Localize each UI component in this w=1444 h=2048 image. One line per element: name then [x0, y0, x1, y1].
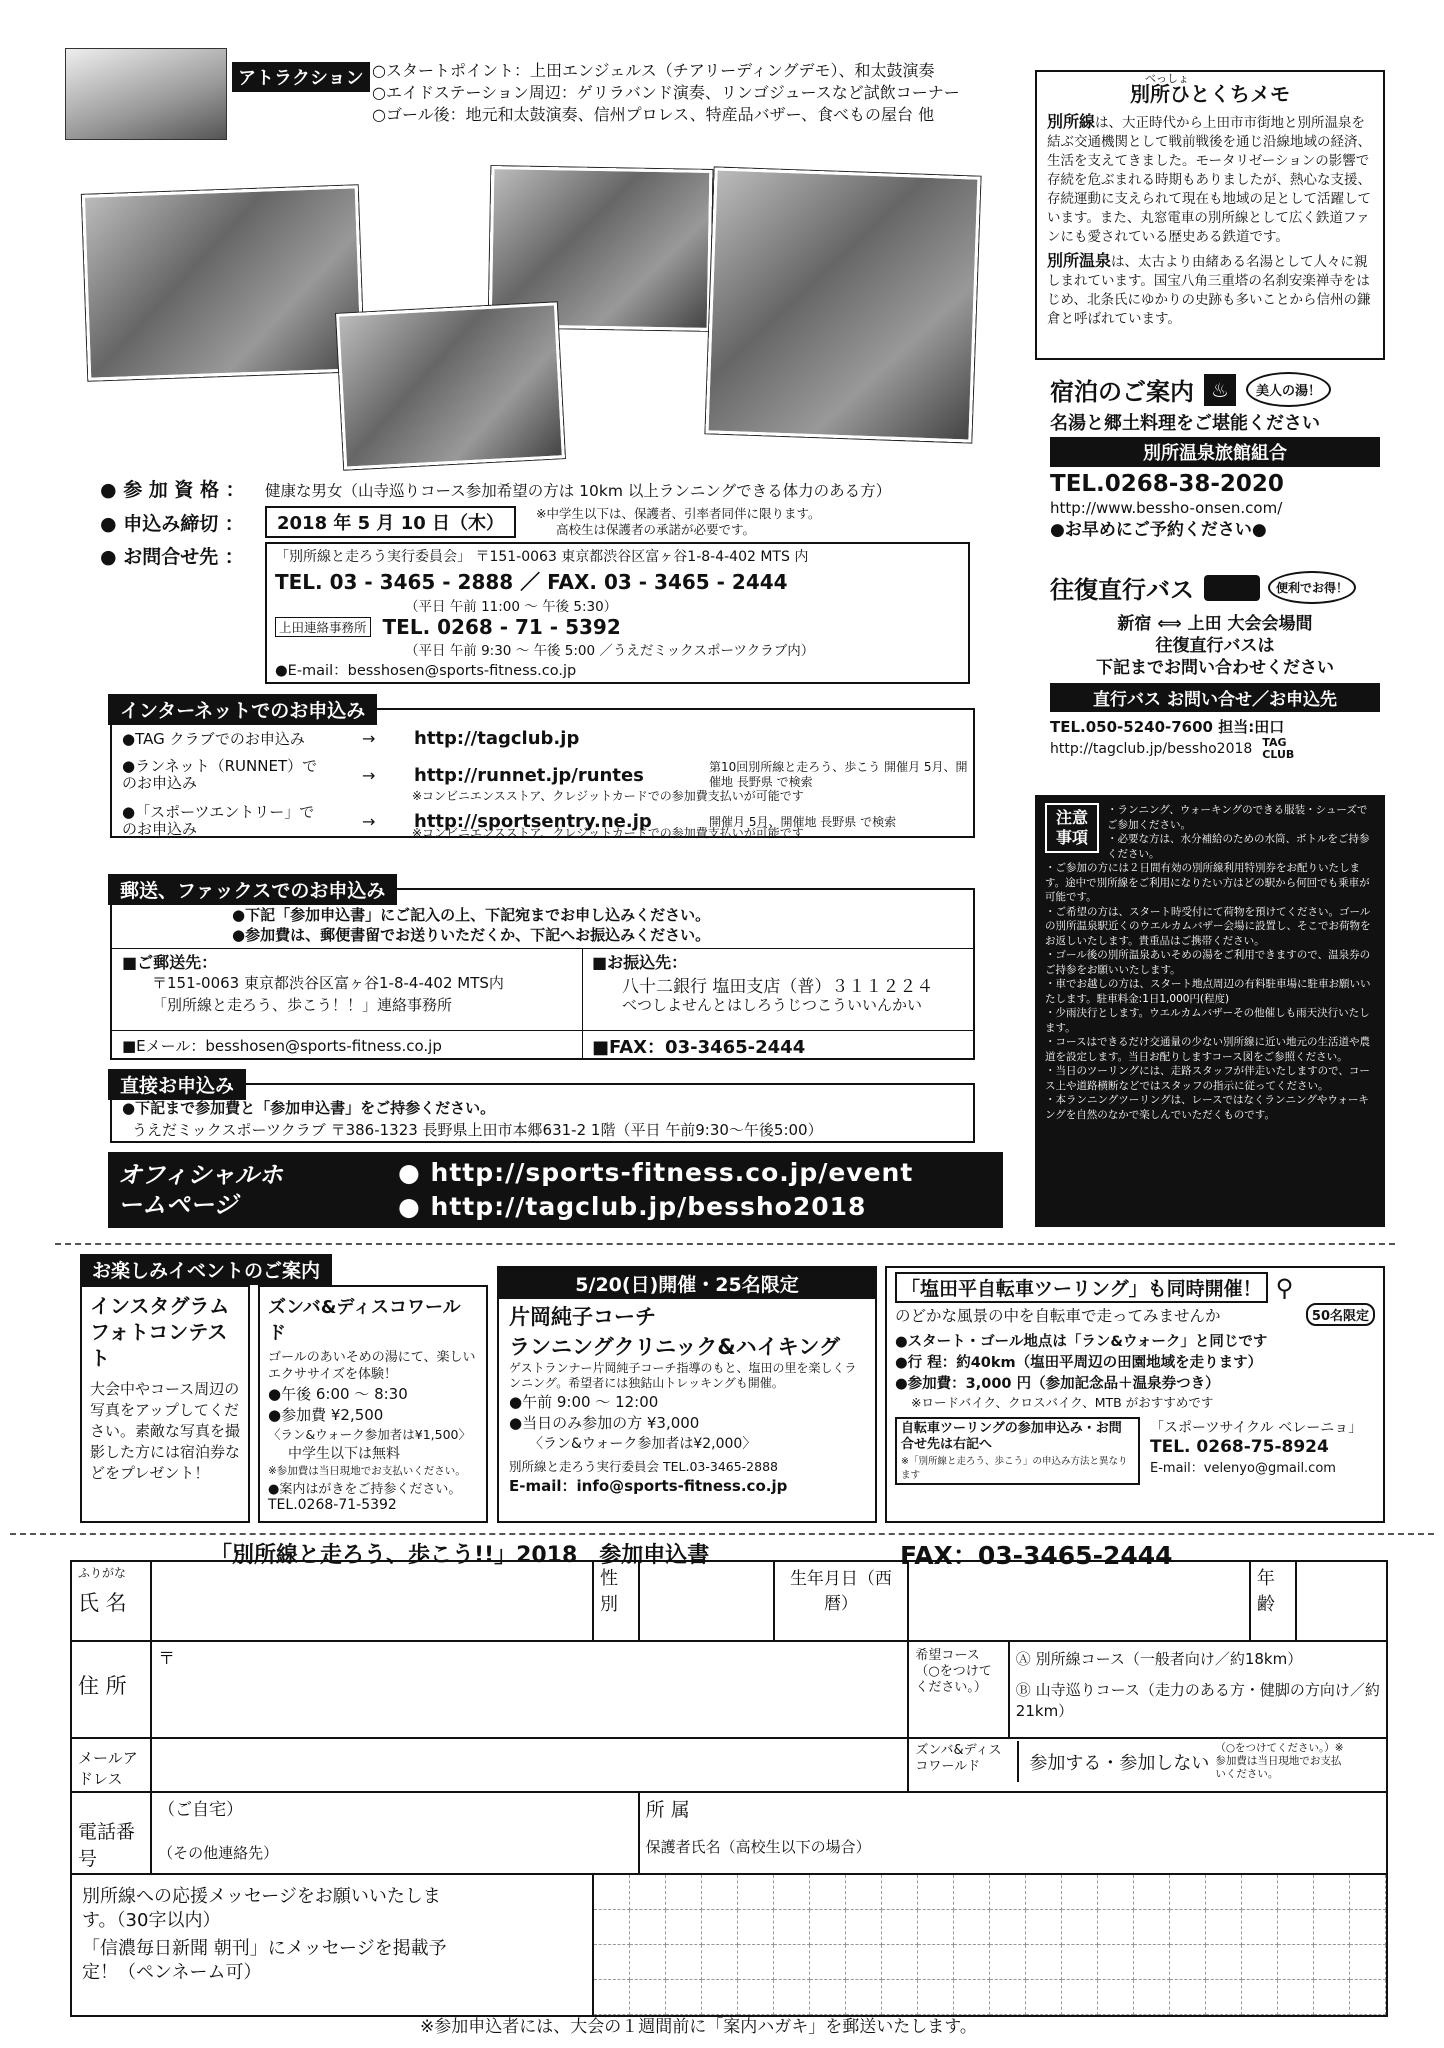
internet-row-label: ●ランネット（RUNNET）でのお申込み: [122, 757, 318, 792]
name-field[interactable]: [151, 1561, 593, 1641]
deadline-date: 2018 年 5 月 10 日（木）: [265, 506, 516, 538]
bike-tel: TEL. 0268-75-8924: [1150, 1437, 1329, 1457]
send-label: ■ご郵送先：: [122, 953, 218, 972]
bike-sub: のどかな風景の中を自転車で走ってみませんか: [895, 1306, 1221, 1325]
send-address: 〒151-0063 東京都渋谷区富ヶ谷1-8-4-402 MTS内: [152, 974, 504, 992]
memo-para1-head: 別所線: [1047, 112, 1096, 131]
bike-line3: ●参加費：3,000 円（参加記念品＋温泉券つき）: [895, 1376, 1220, 1392]
arrow-icon: →: [362, 729, 376, 748]
kataoka-mail[interactable]: E-mail：info@sports-fitness.co.jp: [509, 1477, 788, 1495]
message-newspaper: 「信濃毎日新聞 朝刊」にメッセージを掲載予定！（ペンネーム可）: [82, 1938, 447, 1983]
kataoka-time: ●午前 9:00 ～ 12:00: [509, 1393, 659, 1411]
caution-item: ・当日のツーリングには、走路スタッフが伴走いたしますので、コース上や道路横断などではスタッフの指示に従ってください。: [1045, 1065, 1370, 1092]
zumba-form-note: （○をつけてください。）※参加費は当日現地でお支払いください。: [1215, 1742, 1344, 1780]
events-header: お楽しみイベントのご案内: [80, 1254, 332, 1285]
lodging-sub: 名湯と郷土料理をご堪能ください: [1050, 413, 1320, 434]
memo-para2-text: は、太古より由緒ある名湯として人々に親しまれています。国宝八角三重塔の名刹安楽禅寺をはじめ、北条氏にゆかりの史跡も多いことから信州の鎌倉と呼ばれています。: [1047, 254, 1371, 327]
memo-ruby: べっしょ: [1145, 72, 1189, 85]
memo-para2: [1047, 251, 1373, 329]
attraction-line: ○エイドステーション周辺：ゲリラバンド演奏、リンゴジュースなど試飲コーナー: [372, 83, 960, 102]
bike-apply-note: ※「別所線と走ろう、歩こう」の申込み方法と異なります: [901, 1456, 1128, 1481]
bank-name: べつしよせんとはしろうじつこういいんかい: [622, 996, 923, 1014]
kataoka-title1: 片岡純子コーチ: [509, 1305, 656, 1329]
course-b-option[interactable]: Ⓑ 山寺巡りコース（走力のある方・健脚の方向け／約21km）: [1015, 1681, 1380, 1720]
message-instruction: 別所線への応援メッセージをお願いいたします。（30字以内）: [82, 1886, 441, 1931]
insta-body: 大会中やコース周辺の写真をアップしてください。素敵な写真を撮影した方には宿泊券などをプレゼント！: [90, 1380, 241, 1482]
contact-label: ● お問合せ先 ：: [100, 546, 244, 568]
zumba-form-label: ズンバ&ディスコワールド: [909, 1741, 1019, 1782]
contact-email[interactable]: ●E-mail：besshosen@sports-fitness.co.jp: [275, 663, 577, 679]
caution-item: ・本ランニングツーリングは、レースではなくランニングやウォーキングを自然のなかで楽しんでいただくものです。: [1045, 1094, 1369, 1121]
event-bike: [885, 1266, 1385, 1523]
internet-header: インターネットでのお申込み: [108, 694, 377, 725]
zumba-fee: ●参加費 ¥2,500: [268, 1406, 384, 1424]
bus-bubble: 便利でお得！: [1268, 571, 1356, 604]
contact-org: 「別所線と走ろう実行委員会」 〒151-0063 東京都渋谷区富ヶ谷1-8-4-402 MTS 内: [275, 549, 809, 565]
affiliation-field[interactable]: [639, 1792, 1387, 1874]
memo-para1: [1047, 112, 1373, 247]
mail-header: 郵送、ファックスでのお申込み: [108, 874, 397, 905]
memo-box: [1035, 70, 1385, 360]
zumba-time: ●午後 6:00 ～ 8:30: [268, 1385, 408, 1403]
photo-castle: [705, 167, 980, 442]
mail-email[interactable]: ■Eメール：besshosen@sports-fitness.co.jp: [122, 1037, 442, 1055]
bike-line4: ※ロードバイク、クロスバイク、MTB がおすすめです: [911, 1395, 1214, 1410]
mail-line1: ●下記「参加申込書」にご記入の上、下記宛までお申し込みください。: [232, 906, 711, 924]
message-grid[interactable]: [593, 1874, 1387, 2016]
internet-row-label: ●「スポーツエントリー」でのお申込み: [122, 803, 315, 838]
bus-line2: 往復直行バスは: [1155, 636, 1275, 656]
event-kataoka: [497, 1266, 877, 1523]
kataoka-fee: ●当日のみ参加の方 ¥3,000: [509, 1414, 700, 1432]
lodging-note: ●お早めにご予約ください●: [1050, 520, 1267, 540]
affiliation-label: 所 属: [645, 1799, 690, 1821]
caution-item: ・コースはできるだけ交通量の少ない別所線に近い地元の生活道や農道を設定します。当日お配りしますコース図をご参照ください。: [1045, 1036, 1370, 1063]
arrow-icon: →: [362, 811, 376, 831]
ueda-office-label: 上田連絡事務所: [275, 617, 371, 637]
furigana-label: ふりがな: [78, 1566, 127, 1580]
runnet-note2: ※コンビニエンスストア、クレジットカードでの参加費支払いが可能です: [412, 789, 804, 803]
zumba-tel: TEL.0268-71-5392: [268, 1497, 397, 1513]
photo-dancers: [82, 185, 364, 381]
address-label: 住 所: [78, 1674, 127, 1698]
name-label: 氏 名: [78, 1591, 127, 1615]
lodging-title: 宿泊のご案内: [1050, 378, 1194, 406]
info-block: [100, 475, 1020, 684]
memo-para2-head: 別所温泉: [1047, 251, 1112, 270]
tel-field[interactable]: [151, 1792, 639, 1874]
zumba-free: 中学生以下は無料: [288, 1446, 400, 1462]
zumba-note: ※参加費は当日現地でお支払いください。: [268, 1465, 466, 1477]
send-name: 「別所線と走ろう、歩こう！！」連絡事務所: [152, 996, 453, 1014]
caution-label: 注意事項: [1045, 803, 1099, 853]
birth-field[interactable]: [908, 1561, 1250, 1641]
direct-header: 直接お申込み: [108, 1069, 246, 1100]
cut-line: [10, 1533, 1434, 1535]
bike-mail[interactable]: E-mail：velenyo@gmail.com: [1150, 1461, 1336, 1476]
mail-box: [110, 880, 975, 1060]
lodging-section: [1050, 372, 1380, 541]
bus-section: [1050, 570, 1380, 761]
bank-account: 八十二銀行 塩田支店（普）３１１２２４: [622, 977, 934, 997]
application-form: [70, 1560, 1388, 2017]
kataoka-fee2: 〈ラン&ウォーク参加者は¥2,000〉: [529, 1436, 757, 1452]
memo-para1-text: は、大正時代から上田市市街地と別所温泉を結ぶ交通機関として戦前戦後を通じ沿線地域の経済、生活を支えてきました。モータリゼーションの影響で存続を危ぶまれる時期もありましたが、熱心な支援、存続運動に支えられて現在も地域の足として活躍しています。また、丸窓電車の別所線として広く鉄道ファンにも愛されている歴史ある鉄道です。: [1047, 115, 1371, 245]
zumba-body: ゴールのあいそめの湯にて、楽しいエクササイズを体験！: [268, 1350, 476, 1382]
bank-label: ■お振込先：: [592, 953, 688, 972]
kataoka-title2: ランニングクリニック&ハイキング: [509, 1335, 841, 1359]
contact-box: [265, 542, 970, 684]
memo-title: 別所ひとくちメモ: [1130, 82, 1290, 106]
form-fax: FAX：03-3465-2444: [900, 1541, 1173, 1570]
tel-home: （ご自宅）: [158, 1800, 244, 1820]
caution-item: ・必要な方は、水分補給のための水筒、ボトルをご持参ください。: [1107, 833, 1370, 860]
attraction-list: [372, 60, 960, 126]
ueda-tel: TEL. 0268 - 71 - 5392: [382, 615, 621, 639]
direct-line2: うえだミックスポーツクラブ 〒386-1323 長野県上田市本郷631-2 1階（平日 午前9:30～午後5:00）: [132, 1121, 823, 1139]
bike-shop: 「スポーツサイクル ベレーニョ」: [1150, 1420, 1363, 1436]
contact-hours: （平日 午前 11:00 ～ 午後 5:30）: [405, 599, 618, 615]
official-banner: [108, 1152, 1003, 1228]
official-url-2[interactable]: ● http://tagclub.jp/bessho2018: [398, 1192, 867, 1221]
lodging-bubble: 美人の湯！: [1246, 372, 1331, 407]
caution-item: ・ランニング、ウォーキングのできる服装・シューズでご参加ください。: [1107, 804, 1368, 831]
event-zumba: [258, 1285, 488, 1523]
postal-mark: 〒: [158, 1649, 176, 1669]
qualification-text: 健康な男女（山寺巡りコース参加希望の方は 10km 以上ランニングできる体力のある方）: [265, 482, 892, 500]
caution-item: ・ご参加の方には２日間有効の別所線利用特別券をお配りいたします。途中で別所線をご利用になりたい方はどの駅から何回でも乗車が可能です。: [1045, 862, 1370, 903]
direct-line1: ●下記まで参加費と「参加申込書」をご持参ください。: [122, 1099, 496, 1117]
caution-box: [1035, 795, 1385, 1227]
bike-apply-text: 自転車ツーリングの参加申込み・お問合せ先は右記へ: [901, 1421, 1122, 1452]
age-label: 年齢: [1250, 1561, 1296, 1641]
sportsentry-link[interactable]: http://sportsentry.ne.jp: [414, 810, 652, 832]
course-a-option[interactable]: Ⓐ 別所線コース（一般者向け／約18km）: [1015, 1650, 1303, 1668]
sex-field[interactable]: [639, 1561, 774, 1641]
deadline-label: ● 申込み締切 ：: [100, 512, 244, 535]
internet-row: [122, 728, 579, 749]
bus-bar: 直行バス お問い合せ／お申込先: [1050, 683, 1380, 712]
attraction-line: ○ゴール後：地元和太鼓演奏、信州プロレス、特産品バザー、食べもの屋台 他: [372, 105, 935, 124]
train-photo: [65, 48, 227, 140]
bus-title: 往復直行バス: [1050, 576, 1194, 604]
age-field[interactable]: [1296, 1561, 1387, 1641]
zumba-title: ズンバ&ディスコワールド: [268, 1297, 461, 1344]
arrow-icon: →: [362, 765, 376, 785]
mail-fax: ■FAX：03-3465-2444: [592, 1037, 806, 1058]
kataoka-head: 5/20(日)開催・25名限定: [499, 1268, 875, 1299]
attraction-line: ○スタートポイント：上田エンジェルス（チアリーディングデモ）、和太鼓演奏: [372, 61, 935, 80]
birth-label: 生年月日（西暦）: [774, 1561, 909, 1641]
direct-box: [110, 1075, 975, 1143]
official-url-1[interactable]: ● http://sports-fitness.co.jp/event: [398, 1158, 914, 1187]
bike-line1: ●スタート・ゴール地点は「ラン&ウォーク」と同じです: [895, 1334, 1268, 1350]
runnet-link[interactable]: http://runnet.jp/runtes: [414, 764, 644, 786]
lodging-url[interactable]: http://www.bessho-onsen.com/: [1050, 499, 1283, 517]
photo-village: [336, 302, 565, 469]
bus-tel: TEL.050-5240-7600 担当:田口: [1050, 718, 1285, 736]
qualification-note: 高校生は保護者の承諾が必要です。: [556, 522, 756, 537]
form-footer-note: ※参加申込者には、大会の１週間前に「案内ハガキ」を郵送いたします。: [420, 2017, 977, 2037]
tel-label: 電話番号: [78, 1821, 136, 1870]
bike-limit: 50名限定: [1306, 1303, 1375, 1326]
bike-title: 「塩田平自転車ツーリング」も同時開催！: [895, 1272, 1268, 1303]
ueda-hours: （平日 午前 9:30 ～ 午後 5:00 ／うえだミックスポーツクラブ内）: [405, 643, 815, 659]
sex-label: 性別: [593, 1561, 639, 1641]
tagclub-link[interactable]: http://tagclub.jp: [414, 728, 580, 749]
runnet-note: 第10回別所線と走ろう、歩こう 開催月 5月、開催地 長野県 で検索: [709, 760, 968, 789]
caution-item: ・車でお越しの方は、スタート地点周辺の有料駐車場に駐車お願いいたします。駐車料金:1日1,000円(程度): [1045, 978, 1371, 1005]
official-label: オフィシャルホームページ: [118, 1161, 283, 1219]
attraction-badge: アトラクション: [232, 62, 370, 92]
zumba-choice[interactable]: 参加する・参加しない: [1029, 1752, 1210, 1774]
bicycle-icon: ⚲: [1275, 1273, 1294, 1302]
event-insta: [80, 1285, 250, 1523]
email-label: メールアドレス: [78, 1749, 138, 1788]
mail-line2: ●参加費は、郵便書留でお送りいただくか、下記へお振込みください。: [232, 926, 711, 944]
qualification-label: ● 参 加 資 格 ：: [100, 479, 245, 501]
zumba-note2: ●案内はがきをご持参ください。: [268, 1482, 462, 1497]
bike-apply-box: [895, 1417, 1140, 1485]
form-title: 「別所線と走ろう、歩こう!!」2018 参加申込書: [210, 1543, 710, 1568]
contact-tel: TEL. 03 - 3465 - 2888 ／ FAX. 03 - 3465 - 2444: [275, 570, 788, 594]
address-field[interactable]: [151, 1641, 908, 1738]
lodging-tel: TEL.0268-38-2020: [1050, 471, 1284, 497]
kataoka-body: ゲストランナー片岡純子コーチ指導のもと、塩田の里を楽しくランニング。希望者には独鈷山トレッキングも開催。: [509, 1361, 857, 1390]
tag-club-logo: TAG CLUB: [1262, 736, 1295, 761]
email-field[interactable]: [151, 1738, 908, 1792]
caution-item: ・少雨決行とします。ウエルカムバザーその他催しも雨天決行いたします。: [1045, 1007, 1370, 1034]
sportsentry-note2: ※コンビニエンスストア、クレジットカードでの参加費支払いが可能です: [412, 826, 804, 840]
caution-item: ・ご希望の方は、スタート時受付にて荷物を預けてください。ゴールの別所温泉駅近くのウエルカムバザー会場に設置し、そこでお荷物をお返しいたします。貴重品はご携帯ください。: [1045, 905, 1371, 947]
bus-line3: 下記までお問い合わせください: [1096, 658, 1334, 678]
tel-other: （その他連絡先）: [158, 1844, 279, 1862]
caution-item: ・ゴール後の別所温泉あいそめの湯をご利用できますので、温泉券のご持参をお願いいたします。: [1045, 949, 1371, 976]
internet-row-label: ●TAG クラブでのお申込み: [122, 730, 305, 748]
bus-icon: [1204, 575, 1260, 601]
bus-route: 新宿 ⟺ 上田 大会会場間: [1117, 614, 1313, 634]
bus-url[interactable]: http://tagclub.jp/bessho2018: [1050, 741, 1253, 757]
zumba-fee2: 〈ラン&ウォーク参加者は¥1,500〉: [268, 1427, 471, 1442]
events-dash-line: [55, 1243, 1395, 1245]
hot-spring-icon: ♨: [1204, 374, 1236, 406]
course-label: 希望コース（○をつけてください。）: [909, 1642, 1009, 1737]
bike-line2: ●行 程：約40km（塩田平周辺の田園地域を走ります）: [895, 1355, 1263, 1371]
guardian-label: 保護者氏名（高校生以下の場合）: [645, 1838, 871, 1856]
lodging-org: 別所温泉旅館組合: [1050, 437, 1380, 467]
kataoka-org: 別所線と走ろう実行委員会 TEL.03-3465-2888: [509, 1459, 778, 1474]
sportsentry-note: 開催月 5月、開催地 長野県 で検索: [709, 814, 897, 829]
insta-title: インスタグラムフォトコンテスト: [90, 1294, 230, 1370]
qualification-note: ※中学生以下は、保護者、引率者同伴に限ります。: [536, 506, 821, 521]
internet-box: [110, 700, 975, 840]
